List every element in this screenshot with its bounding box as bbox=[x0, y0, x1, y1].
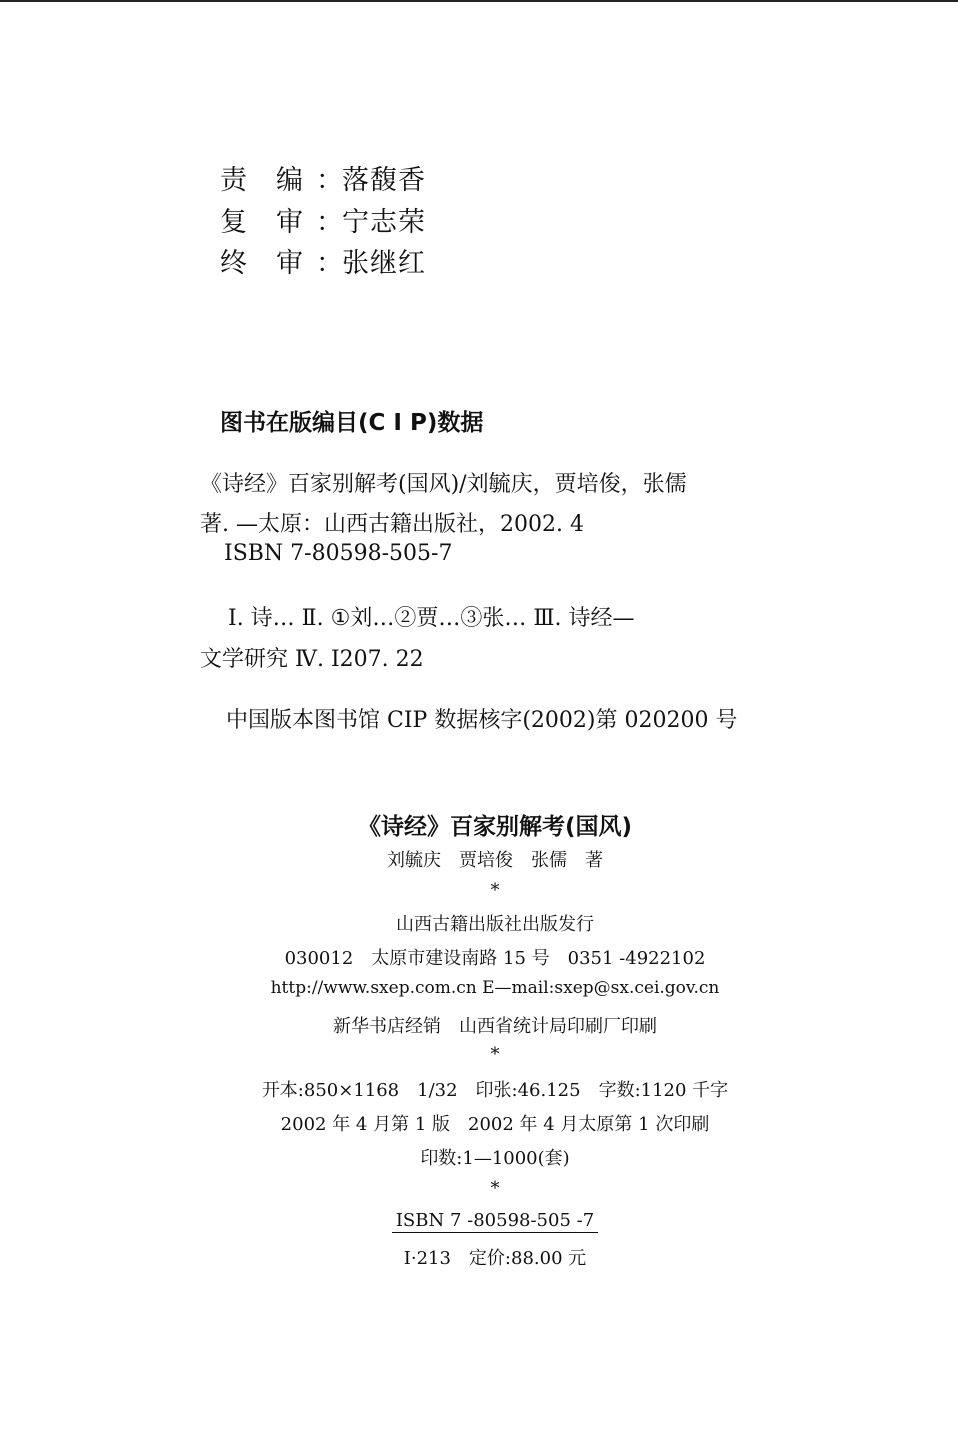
colophon-isbn: ISBN 7 -80598-505 -7 bbox=[392, 1210, 598, 1233]
colophon-title: 《诗经》百家别解考(国风) bbox=[357, 814, 633, 840]
editor-row-final bbox=[220, 241, 426, 280]
cip-line-title: 《诗经》百家别解考(国风)/刘毓庆，贾培俊，张儒 bbox=[200, 472, 687, 497]
editor-name: 宁志荣 bbox=[342, 207, 426, 238]
cip-line-subjects: Ⅰ. 诗… Ⅱ. ①刘…②贾…③张… Ⅲ. 诗经— bbox=[228, 606, 635, 631]
editor-colon: ： bbox=[316, 248, 344, 279]
editor-name: 落馥香 bbox=[342, 165, 426, 196]
colophon-publisher: 山西古籍出版社出版发行 bbox=[396, 914, 594, 935]
colophon-address: 030012 太原市建设南路 15 号 0351 -4922102 bbox=[284, 948, 706, 969]
editor-colon: ： bbox=[316, 165, 344, 196]
editor-row-chief bbox=[220, 158, 426, 197]
cip-line-classification: 文学研究 Ⅳ. I207. 22 bbox=[200, 647, 424, 672]
colophon-print-run: 印数:1—1000(套) bbox=[420, 1148, 570, 1169]
cip-line-record-number: 中国版本图书馆 CIP 数据核字(2002)第 020200 号 bbox=[226, 708, 738, 733]
cip-line-publication: 著. —太原：山西古籍出版社，2002. 4 bbox=[200, 512, 584, 537]
colophon-separator: * bbox=[490, 1178, 500, 1199]
cip-line-isbn: ISBN 7-80598-505-7 bbox=[224, 541, 453, 566]
colophon-separator: * bbox=[490, 1044, 500, 1065]
colophon-separator: * bbox=[490, 880, 500, 901]
colophon-isbn-wrap bbox=[0, 1210, 958, 1233]
editor-role: 复 审 bbox=[220, 207, 304, 238]
colophon-web: http://www.sxep.com.cn E—mail:sxep@sx.cei.gov.cn bbox=[270, 978, 720, 998]
top-border-line bbox=[0, 0, 958, 2]
editor-role: 责 编 bbox=[220, 165, 304, 196]
editor-row-review bbox=[220, 200, 426, 239]
editor-name: 张继红 bbox=[342, 248, 426, 279]
colophon-edition: 2002 年 4 月第 1 版 2002 年 4 月太原第 1 次印刷 bbox=[280, 1114, 710, 1135]
editor-colon: ： bbox=[316, 207, 344, 238]
colophon-format: 开本:850×1168 1/32 印张:46.125 字数:1120 千字 bbox=[261, 1080, 729, 1101]
colophon-price: Ⅰ·213 定价:88.00 元 bbox=[403, 1248, 587, 1269]
cip-heading: 图书在版编目(C I P)数据 bbox=[220, 410, 484, 436]
colophon-distribution: 新华书店经销 山西省统计局印刷厂印刷 bbox=[333, 1016, 657, 1037]
editor-role: 终 审 bbox=[220, 248, 304, 279]
colophon-authors: 刘毓庆 贾培俊 张儒 著 bbox=[387, 850, 603, 871]
